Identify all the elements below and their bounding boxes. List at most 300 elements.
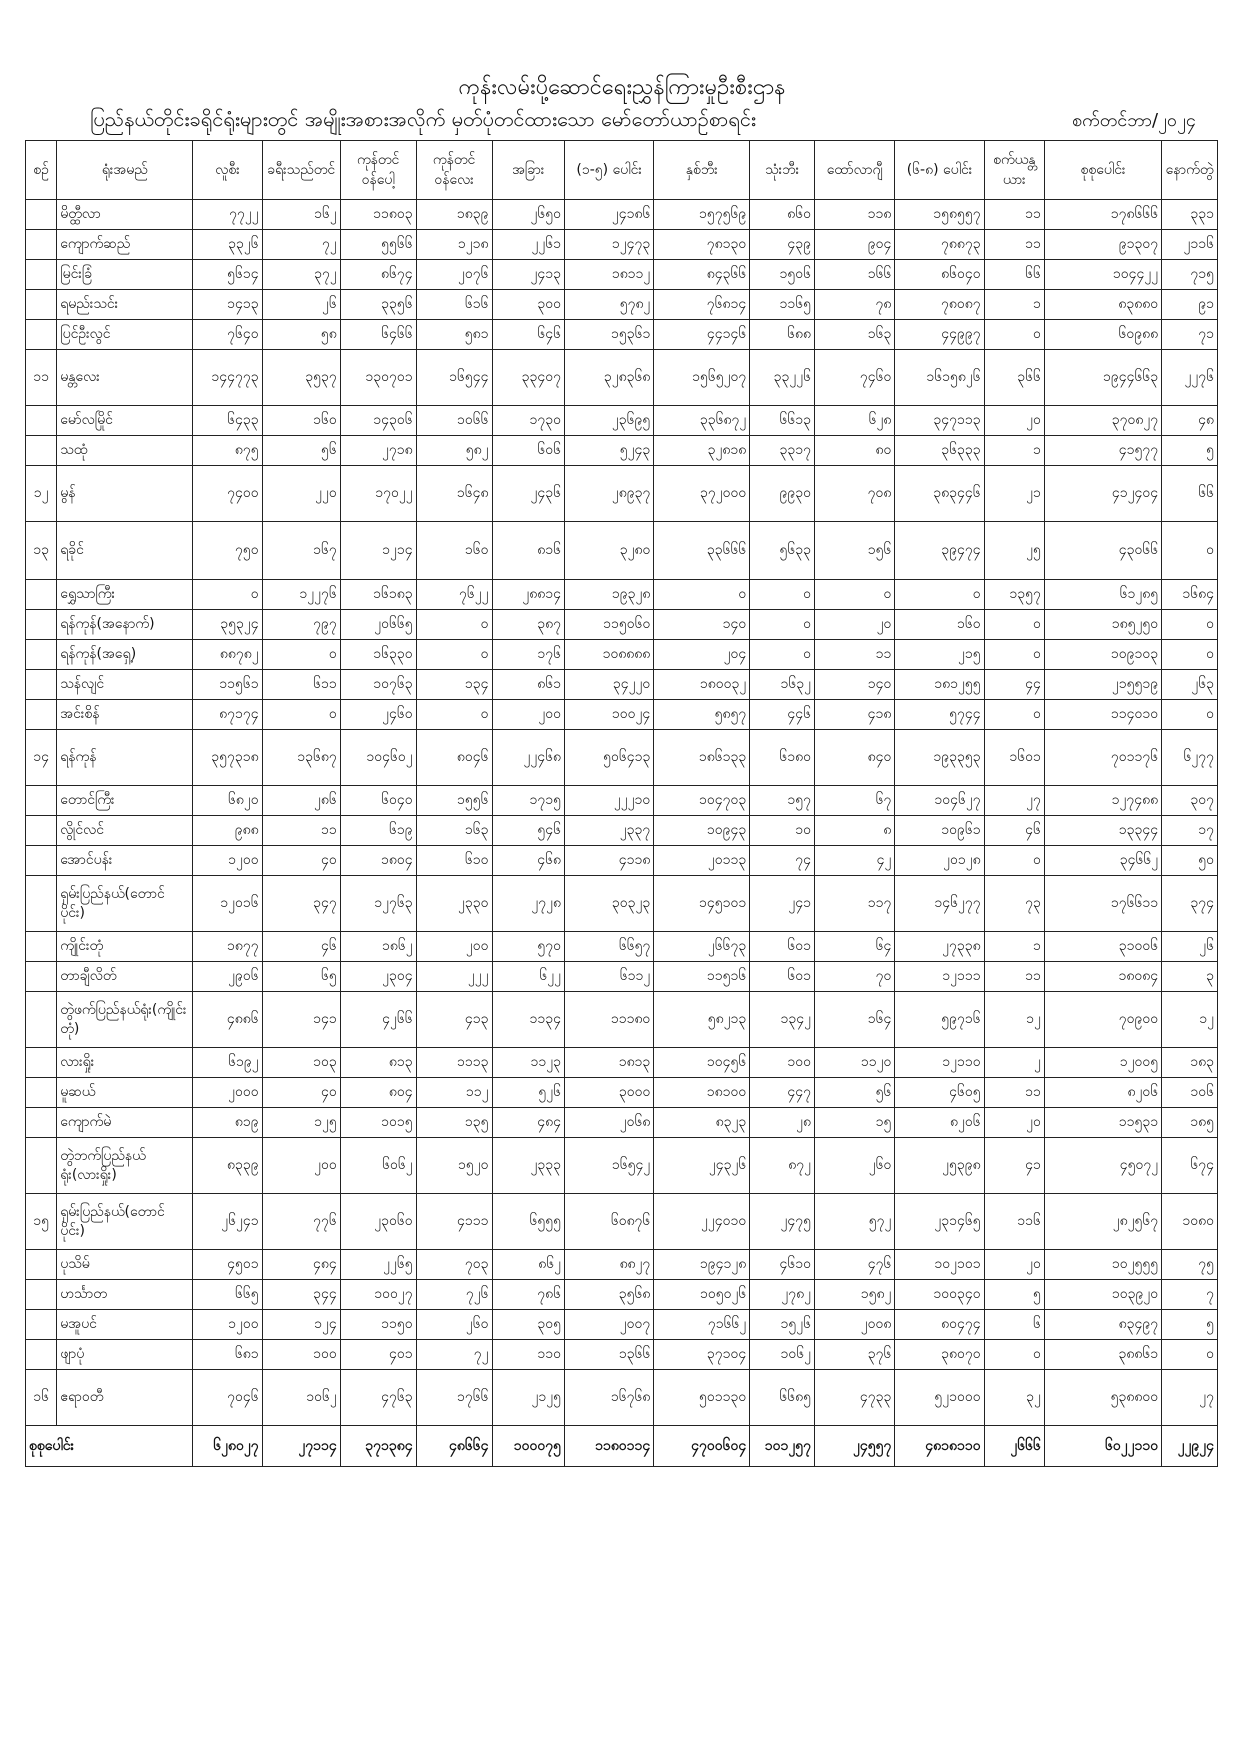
table-cell: ၆၂၈၀၂၇ [193, 1426, 262, 1467]
table-cell: ၂၃၃၇ [565, 816, 654, 846]
row-number: ၁၂ [26, 466, 57, 522]
table-cell: ၂၀ [984, 1108, 1044, 1138]
table-cell: ၅၀၁၁၃၀ [654, 1370, 750, 1426]
table-cell: ၁၆၅၄၄ [416, 350, 492, 406]
table-cell: ၇၀၄၆ [193, 1370, 262, 1426]
table-cell: ၂၀၀၀ [193, 1078, 262, 1108]
table-row [26, 876, 1218, 932]
table-cell: ၂၁ [984, 466, 1044, 522]
table-row [26, 1108, 1218, 1138]
table-cell: ၁၃၅၇ [984, 580, 1044, 610]
row-number: ၁၅ [26, 1194, 57, 1250]
table-cell: ၄၀ [262, 846, 340, 876]
table-row [26, 1078, 1218, 1108]
table-cell: ၄၈၆၆၄ [416, 1426, 492, 1467]
table-cell: ၆၇ [815, 786, 895, 816]
table-cell: ၁၈၁၂၅၅ [895, 670, 984, 700]
table-cell: ၄၆၀၅ [895, 1078, 984, 1108]
table-cell: ၇၄၆၀ [815, 350, 895, 406]
table-cell: ၁၇၁၅ [492, 786, 565, 816]
table-cell: ၉၈၈ [193, 816, 262, 846]
table-cell: ၁၅၃၆၁ [565, 320, 654, 350]
table-cell: ၃၂၈၃၆၈ [565, 350, 654, 406]
table-cell: ၂၃၆၉၅ [565, 406, 654, 436]
table-row [26, 1280, 1218, 1310]
table-cell: ၂၇ [1162, 1370, 1218, 1426]
table-cell: ၂၈၉၃၇ [565, 466, 654, 522]
table-cell: ၀ [750, 610, 815, 640]
column-header: ကုန်တင်ဝန်လေး [416, 141, 492, 200]
table-cell: ၄၀၁ [340, 1340, 416, 1370]
table-cell: ၄၈ [1162, 406, 1218, 436]
table-cell: ၇၆၈၁၄ [654, 290, 750, 320]
table-cell: ၄၁၁၁ [416, 1194, 492, 1250]
table-cell: ၂၉၀၆ [193, 962, 262, 992]
table-cell: ၄၆ [262, 932, 340, 962]
table-cell: ၈၁၃ [340, 1048, 416, 1078]
table-cell: ၁၁၆၅ [750, 290, 815, 320]
table-cell: ၁၈၀၈၄ [1044, 962, 1161, 992]
table-cell: ၄၄၆ [750, 700, 815, 730]
office-name: ရခိုင် [57, 522, 193, 580]
row-number [26, 1138, 57, 1194]
table-cell: ၅၈၂၁၃ [654, 992, 750, 1048]
row-number [26, 670, 57, 700]
table-cell: ၁၀၈၈၈၈ [565, 640, 654, 670]
table-cell: ၆၈၁ [193, 1340, 262, 1370]
table-row [26, 932, 1218, 962]
table-cell: ၃၄၇၁၁၃ [895, 406, 984, 436]
table-cell: ၁၇၈၆၆၆ [1044, 200, 1161, 230]
table-row [26, 1370, 1218, 1426]
table-cell: ၀ [1162, 610, 1218, 640]
table-cell: ၆၁၈၀ [750, 730, 815, 786]
table-cell: ၁၂၇၆၃ [340, 876, 416, 932]
row-number [26, 962, 57, 992]
table-cell: ၂၀၀ [262, 1138, 340, 1194]
table-cell: ၇၂၆ [416, 1280, 492, 1310]
table-cell: ၂၈၂၅၆၇ [1044, 1194, 1161, 1250]
table-row [26, 962, 1218, 992]
table-cell: ၁၈၁၁၂ [565, 260, 654, 290]
table-cell: ၃၁၀၀၆ [1044, 932, 1161, 962]
column-header: စဉ် [26, 141, 57, 200]
table-cell: ၄၁၃ [416, 992, 492, 1048]
table-cell: ၃၇၀၈၂၇ [1044, 406, 1161, 436]
table-cell: ၄၈၈၆ [193, 992, 262, 1048]
table-cell: ၆၀၆၂ [340, 1138, 416, 1194]
table-cell: ၀ [984, 610, 1044, 640]
table-cell: ၂၅၃၉၈ [895, 1138, 984, 1194]
table-cell: ၂၂၉၂၄ [1162, 1426, 1218, 1467]
table-cell: ၃၃၂၂၆ [750, 350, 815, 406]
table-cell: ၁၀၀၂၇ [340, 1280, 416, 1310]
total-label: စုစုပေါင်း [26, 1426, 193, 1467]
table-cell: ၇၉၇ [262, 610, 340, 640]
table-cell: ၉၀၄ [815, 230, 895, 260]
table-cell: ၃၆၃၃၃ [895, 436, 984, 466]
table-cell: ၁၇၆ [492, 640, 565, 670]
table-cell: ၁၆၄ [815, 992, 895, 1048]
table-cell: ၀ [984, 700, 1044, 730]
table-cell: ၁၆၆ [815, 260, 895, 290]
column-header: စုစုပေါင်း [1044, 141, 1161, 200]
table-cell: ၅၈၁ [416, 320, 492, 350]
table-cell: ၂၃၁၄၆၅ [895, 1194, 984, 1250]
table-cell: ၃၂၈၀ [565, 522, 654, 580]
table-cell: ၇၁၅ [1162, 260, 1218, 290]
table-cell: ၁၈၅၂၅၀ [1044, 610, 1161, 640]
table-cell: ၉၉၃၀ [750, 466, 815, 522]
table-cell: ၅၄၆ [492, 816, 565, 846]
table-cell: ၇၀၁၁၇၆ [1044, 730, 1161, 786]
row-number [26, 1108, 57, 1138]
table-cell: ၆၀၉၈၈ [1044, 320, 1161, 350]
table-cell: ၈၀၄၆ [416, 730, 492, 786]
table-cell: ၈၃၂၃ [654, 1108, 750, 1138]
table-cell: ၄၇၆ [815, 1250, 895, 1280]
table-cell: ၁၄၄၇၇၃ [193, 350, 262, 406]
table-cell: ၁၁ [984, 1078, 1044, 1108]
table-row [26, 260, 1218, 290]
table-cell: ၄၁၁၈ [565, 846, 654, 876]
table-cell: ၂၂၂၁၀ [565, 786, 654, 816]
table-row [26, 1310, 1218, 1340]
table-cell: ၁၀၉၄၃ [654, 816, 750, 846]
table-cell: ၁၁၀ [492, 1340, 565, 1370]
row-number [26, 1310, 57, 1340]
table-row [26, 1048, 1218, 1078]
table-cell: ၂၂၂ [416, 962, 492, 992]
row-number: ၁၄ [26, 730, 57, 786]
table-row [26, 700, 1218, 730]
office-name: ရန်ကုန် [57, 730, 193, 786]
table-cell: ၁၁၅၆၁ [193, 670, 262, 700]
table-cell: ၂၄၇၅ [750, 1194, 815, 1250]
table-row [26, 1194, 1218, 1250]
table-cell: ၁၀၄၆၀၂ [340, 730, 416, 786]
table-cell: ၁၂၀၁၆ [193, 876, 262, 932]
table-cell: ၁၈၀၀၃၂ [654, 670, 750, 700]
table-cell: ၂၆၆၇၃ [654, 932, 750, 962]
table-cell: ၆၁၀ [416, 846, 492, 876]
table-cell: ၇၄၀၀ [193, 466, 262, 522]
table-row [26, 350, 1218, 406]
table-cell: ၁၁၂၃ [492, 1048, 565, 1078]
table-cell: ၆၁၂၈၅ [1044, 580, 1161, 610]
table-cell: ၁၆၅၄၂ [565, 1138, 654, 1194]
table-cell: ၂၀၇၆ [416, 260, 492, 290]
table-cell: ၁၈၁၃ [565, 1048, 654, 1078]
table-cell: ၇၅ [1162, 1250, 1218, 1280]
table-header-row [26, 141, 1218, 200]
table-cell: ၂၆၆၆ [984, 1426, 1044, 1467]
table-cell: ၂၄၃၂၆ [654, 1138, 750, 1194]
table-row [26, 670, 1218, 700]
table-cell: ၈၀၄၇၄ [895, 1310, 984, 1340]
table-cell: ၀ [416, 640, 492, 670]
table-cell: ၂၀၀၈ [815, 1310, 895, 1340]
row-number [26, 992, 57, 1048]
office-name: ဟင်္သာတ [57, 1280, 193, 1310]
table-cell: ၁၅၈၅၅၇ [895, 200, 984, 230]
table-cell: ၁၁ [984, 962, 1044, 992]
office-name: ရှမ်းပြည်နယ်(တောင်ပိုင်း) [57, 876, 193, 932]
table-cell: ၄၅၀၇၂ [1044, 1138, 1161, 1194]
table-row [26, 640, 1218, 670]
row-number: ၁၁ [26, 350, 57, 406]
table-cell: ၂၆ [262, 290, 340, 320]
table-cell: ၁၅ [815, 1108, 895, 1138]
table-cell: ၁၀၄၆၂၇ [895, 786, 984, 816]
table-cell: ၃၃၄၀၇ [492, 350, 565, 406]
table-cell: ၇၀ [815, 962, 895, 992]
table-row [26, 436, 1218, 466]
table-cell: ၂၀ [984, 1250, 1044, 1280]
table-cell: ၄၈၄ [492, 1108, 565, 1138]
table-row [26, 730, 1218, 786]
table-cell: ၁၀၆ [1162, 1078, 1218, 1108]
row-number: ၁၃ [26, 522, 57, 580]
table-cell: ၂၃၃၀ [416, 876, 492, 932]
table-cell: ၈၈၇၈၂ [193, 640, 262, 670]
office-name: ပုသိမ် [57, 1250, 193, 1280]
row-number [26, 700, 57, 730]
table-cell: ၁၄၀ [815, 670, 895, 700]
table-cell: ၃၈၇ [492, 610, 565, 640]
table-cell: ၀ [262, 640, 340, 670]
table-cell: ၁၂၀၀၅ [1044, 1048, 1161, 1078]
table-cell: ၅၆၁၄ [193, 260, 262, 290]
table-cell: ၁၀၀ [750, 1048, 815, 1078]
table-cell: ၁၇ [1162, 816, 1218, 846]
table-cell: ၂၀၀၇ [565, 1310, 654, 1340]
row-number: ၁၆ [26, 1370, 57, 1426]
table-cell: ၃၅၃၇ [262, 350, 340, 406]
table-row [26, 846, 1218, 876]
table-cell: ၀ [1162, 700, 1218, 730]
document-reference: စက်တင်ဘာ/၂၀၂၄ [1072, 110, 1196, 131]
office-name: မူဆယ် [57, 1078, 193, 1108]
table-cell: ၂၇၂၈ [492, 876, 565, 932]
table-cell: ၁၉၃၂၈ [565, 580, 654, 610]
table-cell: ၄၈၄ [262, 1250, 340, 1280]
table-cell: ၄၁၈ [815, 700, 895, 730]
table-cell: ၁၂၁၈ [416, 230, 492, 260]
table-cell: ၀ [1162, 640, 1218, 670]
office-name: တာချီလိတ် [57, 962, 193, 992]
office-name: လားရှိုး [57, 1048, 193, 1078]
row-number [26, 580, 57, 610]
table-cell: ၅ [1162, 436, 1218, 466]
table-cell: ၃၀၀ [492, 290, 565, 320]
table-cell: ၁၂ [984, 992, 1044, 1048]
row-number [26, 932, 57, 962]
table-cell: ၀ [416, 700, 492, 730]
table-cell: ၃၇၁၃၈၄ [340, 1426, 416, 1467]
table-cell: ၁၄၃၀၆ [340, 406, 416, 436]
table-cell: ၁၃၅ [416, 1108, 492, 1138]
row-number [26, 406, 57, 436]
table-cell: ၃၈၈၆၁ [1044, 1340, 1161, 1370]
table-cell: ၃၆၆ [984, 350, 1044, 406]
table-cell: ၁၆၀၁ [984, 730, 1044, 786]
table-cell: ၁၁၈ [815, 200, 895, 230]
column-header: ခရီးသည်တင် [262, 141, 340, 200]
column-header: ရုံးအမည် [57, 141, 193, 200]
table-row [26, 200, 1218, 230]
office-name: ရွှေသာကြီး [57, 580, 193, 610]
table-cell: ၄၅၀၁ [193, 1250, 262, 1280]
table-cell: ၆၄ [815, 932, 895, 962]
table-cell: ၂၀ [815, 610, 895, 640]
table-cell: ၈၂၀၆ [1044, 1078, 1161, 1108]
table-cell: ၅၅၆၆ [340, 230, 416, 260]
table-cell: ၁၆၃၃၀ [340, 640, 416, 670]
table-cell: ၇၁၆၆၂ [654, 1310, 750, 1340]
office-name: မြင်းခြံ [57, 260, 193, 290]
vehicle-registration-table [25, 140, 1218, 1467]
table-cell: ၁၁၂ [416, 1078, 492, 1108]
table-cell: ၃၀၇ [1162, 786, 1218, 816]
table-cell: ၁၃၆၈၇ [262, 730, 340, 786]
table-cell: ၀ [815, 580, 895, 610]
table-cell: ၆၈၈ [750, 320, 815, 350]
office-name: သထုံ [57, 436, 193, 466]
table-cell: ၃၄၇ [262, 876, 340, 932]
table-cell: ၆၆၅ [193, 1280, 262, 1310]
table-cell: ၄၂ [815, 846, 895, 876]
table-cell: ၃၇၁၀၄ [654, 1340, 750, 1370]
table-row [26, 522, 1218, 580]
document-subtitle: ပြည်နယ်တိုင်းခရိုင်ရုံးများတွင် အမျိုးအစားအလိုက် မှတ်ပုံတင်ထားသော မော်တော်ယာဉ်စာရင်း [90, 107, 756, 131]
table-cell: ၆ [984, 1310, 1044, 1340]
table-cell: ၀ [750, 580, 815, 610]
table-cell: ၅၀၆၄၁၃ [565, 730, 654, 786]
table-cell: ၂ [984, 1048, 1044, 1078]
table-cell: ၁၆၈၄ [1162, 580, 1218, 610]
table-cell: ၁၂ [1162, 992, 1218, 1048]
table-cell: ၃၈၃၄၄၆ [895, 466, 984, 522]
row-number [26, 260, 57, 290]
table-cell: ၄၃၉ [750, 230, 815, 260]
table-cell: ၀ [984, 1340, 1044, 1370]
table-cell: ၅၆ [262, 436, 340, 466]
table-cell: ၂၆၀ [815, 1138, 895, 1194]
table-cell: ၁၃၄ [416, 670, 492, 700]
table-cell: ၅၇၄၄ [895, 700, 984, 730]
table-cell: ၃၇၂၀၀၀ [654, 466, 750, 522]
table-cell: ၁၀၈၀ [1162, 1194, 1218, 1250]
row-number [26, 230, 57, 260]
table-cell: ၁၅၂၀ [416, 1138, 492, 1194]
table-cell: ၂၆၅၀ [492, 200, 565, 230]
table-cell: ၅၆၃၃ [750, 522, 815, 580]
table-cell: ၇၇၂၂ [193, 200, 262, 230]
table-cell: ၁၁၆ [984, 1194, 1044, 1250]
table-cell: ၁၃၆၆ [565, 1340, 654, 1370]
office-name: ပြင်ဦးလွင် [57, 320, 193, 350]
table-cell: ၄၆၈ [492, 846, 565, 876]
table-cell: ၅ [984, 1280, 1044, 1310]
table-cell: ၈၁၆ [492, 522, 565, 580]
table-cell: ၈၁၉ [193, 1108, 262, 1138]
table-cell: ၈၃၈၈၀ [1044, 290, 1161, 320]
table-cell: ၁၂၅ [262, 1108, 340, 1138]
table-row [26, 992, 1218, 1048]
table-cell: ၁၅၆ [815, 522, 895, 580]
table-cell: ၈၂၀၆ [895, 1108, 984, 1138]
column-header: ထော်လာဂျီ [815, 141, 895, 200]
table-cell: ၁၀၀ [262, 1340, 340, 1370]
table-cell: ၁၂၄ [262, 1310, 340, 1340]
table-cell: ၁၇၃၀ [492, 406, 565, 436]
column-header: (၆-၈) ပေါင်း [895, 141, 984, 200]
table-cell: ၆၈၂၀ [193, 786, 262, 816]
column-header: သုံးဘီး [750, 141, 815, 200]
table-cell: ၁၅၈၂ [815, 1280, 895, 1310]
table-cell: ၅၃၈၈၀၀ [1044, 1370, 1161, 1426]
table-cell: ၆၆၈၅ [750, 1370, 815, 1426]
table-cell: ၆၄၃၃ [193, 406, 262, 436]
table-cell: ၁၆၇၆၈ [565, 1370, 654, 1426]
office-name: တောင်ကြီး [57, 786, 193, 816]
row-number [26, 876, 57, 932]
table-cell: ၁၀၄၄၂၂ [1044, 260, 1161, 290]
table-cell: ၁၈၅ [1162, 1108, 1218, 1138]
table-cell: ၃ [1162, 962, 1218, 992]
office-name: တွဲဖက်ပြည်နယ်ရုံး(ကျိုင်းတုံ) [57, 992, 193, 1048]
table-cell: ၁၁၁၃ [416, 1048, 492, 1078]
table-cell: ၁၀၀၃၄၀ [895, 1280, 984, 1310]
table-cell: ၂၈၈၁၄ [492, 580, 565, 610]
table-cell: ၁၁၅၀၆၀ [565, 610, 654, 640]
table-cell: ၇၇၆ [262, 1194, 340, 1250]
table-cell: ၅၇၀ [492, 932, 565, 962]
office-name: ကျောက်မဲ [57, 1108, 193, 1138]
office-name: ရန်ကုန်(အရှေ့) [57, 640, 193, 670]
table-row [26, 786, 1218, 816]
table-cell: ၄၆ [984, 816, 1044, 846]
table-cell: ၇၀၃ [416, 1250, 492, 1280]
table-cell: ၆၂၇၇ [1162, 730, 1218, 786]
office-name: ကျောက်ဆည် [57, 230, 193, 260]
table-cell: ၇၃ [984, 876, 1044, 932]
table-cell: ၃၇၆ [815, 1340, 895, 1370]
table-row [26, 406, 1218, 436]
table-cell: ၁၂၄၇၃ [565, 230, 654, 260]
table-cell: ၀ [193, 580, 262, 610]
table-cell: ၄၄၁၄၆ [654, 320, 750, 350]
office-name: ရန်ကုန်(အနောက်) [57, 610, 193, 640]
table-cell: ၁ [984, 436, 1044, 466]
table-row [26, 230, 1218, 260]
table-cell: ၆၅ [262, 962, 340, 992]
table-cell: ၆၁၉ [340, 816, 416, 846]
table-row [26, 466, 1218, 522]
column-header: အခြား [492, 141, 565, 200]
table-cell: ၂၇၃၃၈ [895, 932, 984, 962]
table-cell: ၂၀၁၁၃ [654, 846, 750, 876]
table-cell: ၇၀၈ [815, 466, 895, 522]
table-cell: ၁ [984, 290, 1044, 320]
table-cell: ၈၃၄၉၇ [1044, 1310, 1161, 1340]
table-row [26, 1340, 1218, 1370]
table-cell: ၉၁၃၀၇ [1044, 230, 1161, 260]
office-name: မော်လမြိုင် [57, 406, 193, 436]
table-cell: ၁၉၃၃၅၃ [895, 730, 984, 786]
table-cell: ၂၆၃ [1162, 670, 1218, 700]
